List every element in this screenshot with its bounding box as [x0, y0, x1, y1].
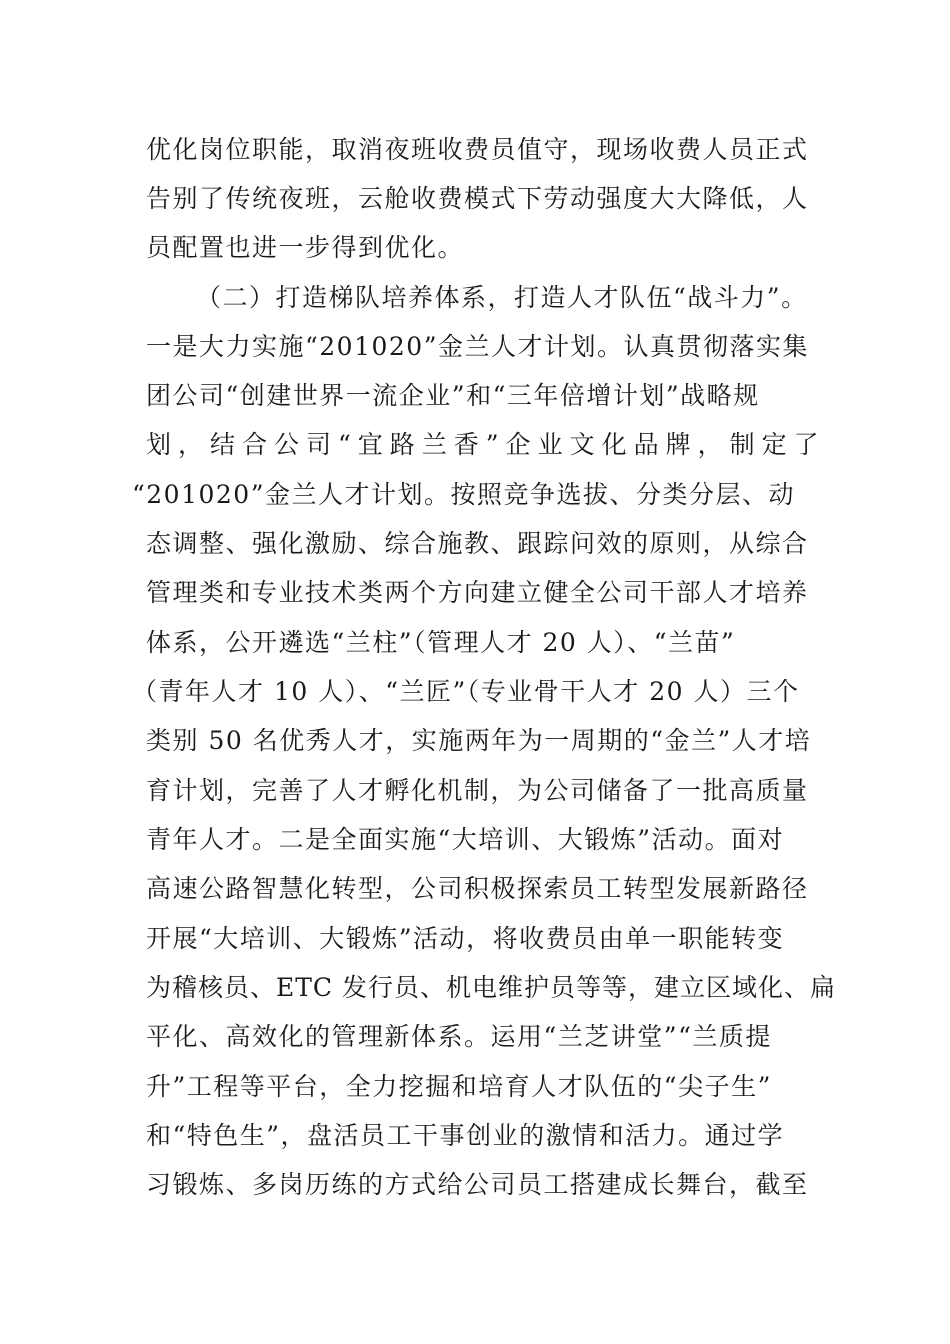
text-line: 习锻炼、多岗历练的方式给公司员工搭建成长舞台，截至 — [146, 1170, 809, 1199]
text-line: 开展“大培训、大锻炼”活动，将收费员由单一职能转变 — [146, 924, 785, 953]
text-line: 升”工程等平台，全力挖掘和培育人才队伍的“尖子生” — [146, 1072, 772, 1101]
text-line: 团公司“创建世界一流企业”和“三年倍增计划”战略规 — [146, 381, 760, 410]
text-line: “201020”金兰人才计划。按照竞争选拔、分类分层、动 — [132, 480, 795, 509]
text-line: 划，结合公司“宜路兰香”企业文化品牌，制定了 — [146, 430, 826, 459]
text-line: 平化、高效化的管理新体系。运用“兰芝讲堂”“兰质提 — [146, 1022, 772, 1051]
text-line: 员配置也进一步得到优化。 — [146, 233, 465, 262]
text-line: 告别了传统夜班，云舱收费模式下劳动强度大大降低，人 — [146, 184, 809, 213]
text-line: 高速公路智慧化转型，公司积极探索员工转型发展新路径 — [146, 874, 809, 903]
text-line: 管理类和专业技术类两个方向建立健全公司干部人才培养 — [146, 578, 809, 607]
text-line: 育计划，完善了人才孵化机制，为公司储备了一批高质量 — [146, 776, 809, 805]
text-line: 为稽核员、ETC 发行员、机电维护员等等，建立区域化、扁 — [146, 973, 837, 1002]
text-line: （青年人才 10 人）、“兰匠”（专业骨干人才 20 人）三个 — [132, 677, 800, 706]
text-line: 青年人才。二是全面实施“大培训、大锻炼”活动。面对 — [146, 825, 785, 854]
text-line: 类别 50 名优秀人才，实施两年为一周期的“金兰”人才培 — [146, 726, 812, 755]
text-line: 态调整、强化激励、综合施教、跟踪问效的原则，从综合 — [146, 529, 809, 558]
text-line: 一是大力实施“201020”金兰人才计划。认真贯彻落实集 — [146, 332, 809, 361]
text-line: 和“特色生”，盘活员工干事创业的激情和活力。通过学 — [146, 1121, 785, 1150]
text-line: 优化岗位职能，取消夜班收费员值守，现场收费人员正式 — [146, 135, 809, 164]
text-line: 体系，公开遴选“兰柱”（管理人才 20 人）、“兰苗” — [146, 628, 736, 657]
section-heading-line: （二）打造梯队培养体系，打造人才队伍“战斗力”。 — [196, 283, 808, 312]
